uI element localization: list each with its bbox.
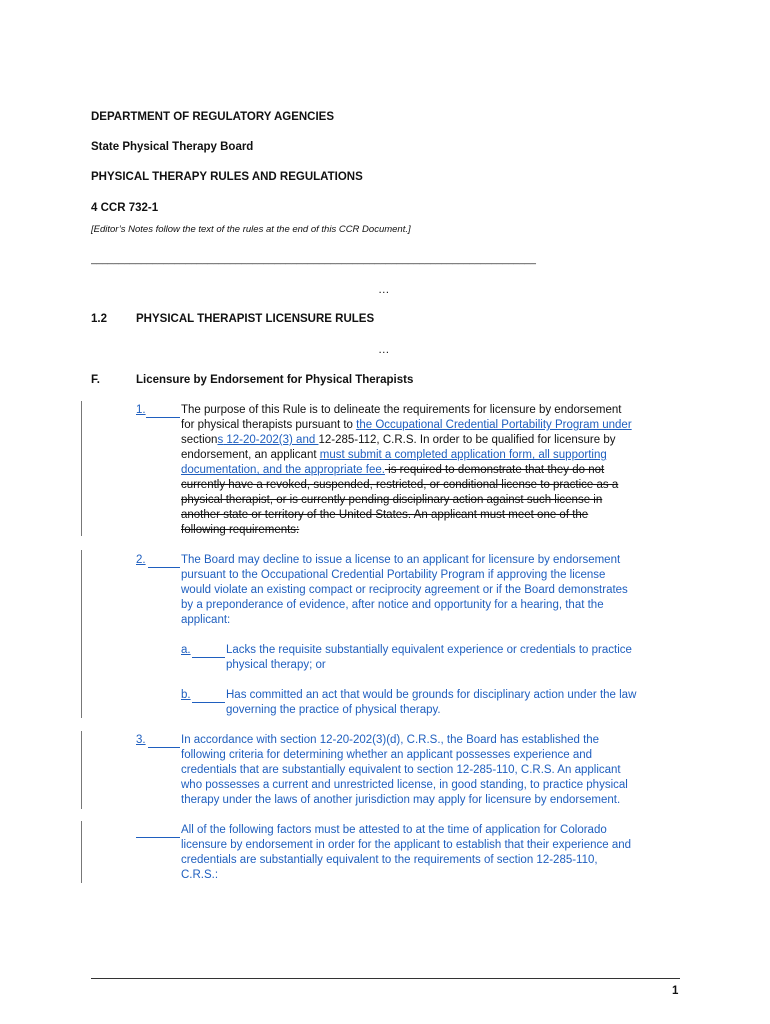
inserted-line: physical therapy; or — [226, 659, 326, 671]
subsection-letter: F. — [91, 374, 100, 386]
horizontal-rule: ________________________________________________________________________________ — [91, 254, 536, 265]
inserted-line: pursuant to the Occupational Credential Portability Program if approving the license — [181, 569, 606, 581]
inserted-line: following criteria for determining whether an applicant possesses experience and — [181, 749, 593, 761]
deleted-line: physical therapist, or is currently pending disciplinary action against such license in — [181, 494, 603, 506]
ellipsis-2: … — [378, 344, 390, 356]
ccr-number: 4 CCR 732-1 — [91, 202, 159, 214]
tab-underline — [148, 553, 180, 568]
deleted-line: following requirements: — [181, 524, 300, 536]
change-bar — [81, 401, 82, 536]
document-title: PHYSICAL THERAPY RULES AND REGULATIONS — [91, 171, 363, 183]
page-number: 1 — [672, 985, 679, 997]
footer-rule — [91, 978, 680, 979]
inserted-line: would violate an existing compact or reciprocity agreement or if the Board demonstrates — [181, 584, 628, 596]
deleted-line: another state or territory of the United States. An applicant must meet one of the — [181, 509, 589, 521]
text-run: for physical therapists pursuant to — [181, 419, 357, 431]
text-run: 12-285-112, C.R.S. In order to be qualified for licensure by — [318, 434, 616, 446]
inserted-text: documentation, and the appropriate fee. — [181, 464, 385, 476]
inserted-line: who possesses a current and unrestricted license, in good standing, to practice physical — [181, 779, 628, 791]
item-3-number: 3. — [136, 734, 146, 746]
tab-underline — [192, 643, 225, 658]
editor-note: [Editor’s Notes follow the text of the rules at the end of this CCR Document.] — [91, 224, 411, 235]
inserted-line: In accordance with section 12-20-202(3)(d), C.R.S., the Board has established the — [181, 734, 600, 746]
inserted-line: by a preponderance of evidence, after notice and opportunity for a hearing, that the — [181, 599, 604, 611]
inserted-line: All of the following factors must be attested to at the time of application for Colorado — [181, 824, 607, 836]
subsection-title: Licensure by Endorsement for Physical Therapists — [136, 374, 414, 386]
deleted-text: is required to demonstrate that they do not — [384, 464, 605, 476]
section-title: PHYSICAL THERAPIST LICENSURE RULES — [136, 313, 375, 325]
item-2a-letter: a. — [181, 644, 191, 656]
inserted-line: governing the practice of physical therapy. — [226, 704, 441, 716]
board-heading: State Physical Therapy Board — [91, 141, 254, 153]
inserted-text: must submit a completed application form, all supporting — [319, 449, 607, 461]
ellipsis-1: … — [378, 284, 390, 296]
inserted-line: therapy under the laws of another jurisdiction may apply for licensure by endorsement. — [181, 794, 621, 806]
inserted-text: s — [217, 434, 224, 446]
inserted-line: The Board may decline to issue a license to an applicant for licensure by endorsement — [181, 554, 621, 566]
text-run: section — [181, 434, 218, 446]
inserted-line: credentials are substantially equivalent to the requirements of section 12-285-110, — [181, 854, 598, 866]
inserted-text: the Occupational Credential Portability Program under — [356, 419, 632, 431]
text-line — [181, 433, 616, 448]
text-line — [181, 463, 604, 478]
inserted-line: Has committed an act that would be grounds for disciplinary action under the law — [226, 689, 637, 701]
change-bar — [81, 550, 82, 718]
inserted-line: credentials that are substantially equivalent to section 12-285-110, C.R.S. An applicant — [181, 764, 621, 776]
section-number: 1.2 — [91, 313, 107, 325]
item-1-number: 1. — [136, 404, 146, 416]
inserted-line: Lacks the requisite substantially equivalent experience or credentials to practice — [226, 644, 632, 656]
tab-underline — [146, 403, 180, 418]
item-2b-letter: b. — [181, 689, 191, 701]
inserted-line: licensure by endorsement in order for the applicant to establish that their experience and — [181, 839, 632, 851]
text-line: The purpose of this Rule is to delineate the requirements for licensure by endorsement — [181, 404, 622, 416]
change-bar — [81, 731, 82, 809]
change-bar — [81, 821, 82, 883]
text-line — [181, 418, 632, 433]
text-line — [181, 448, 607, 463]
inserted-line: applicant: — [181, 614, 231, 626]
text-run: endorsement, an applicant — [181, 449, 320, 461]
inserted-text: 12-20-202(3) and — [223, 434, 319, 446]
tab-underline — [148, 733, 180, 748]
tab-underline — [192, 688, 225, 703]
item-2-number: 2. — [136, 554, 146, 566]
department-heading: DEPARTMENT OF REGULATORY AGENCIES — [91, 111, 335, 123]
deleted-line: currently have a revoked, suspended, restricted, or conditional license to practice as a — [181, 479, 619, 491]
tab-underline — [136, 823, 180, 838]
inserted-line: C.R.S.: — [181, 869, 219, 881]
